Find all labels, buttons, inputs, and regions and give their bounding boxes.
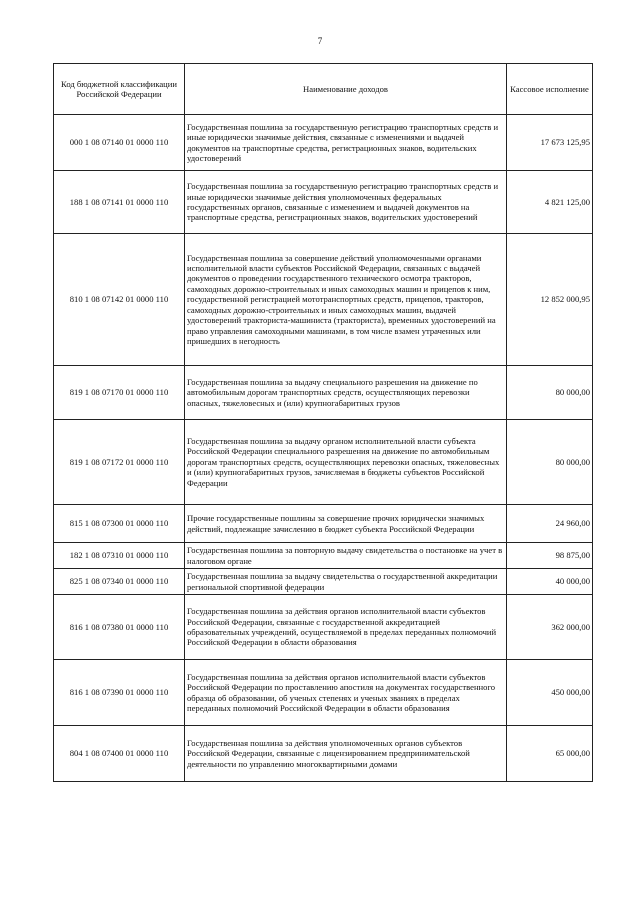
- row-amount: 80 000,00: [507, 420, 593, 505]
- row-amount: 65 000,00: [507, 726, 593, 782]
- table-row: [54, 171, 593, 234]
- row-name: Государственная пошлина за выдачу специального разрешения на движение по автомобильным дорогам транспортных средств, осуществляющих перевозки опасных, тяжеловесных и (или) крупногабаритных грузов: [185, 366, 507, 420]
- table-row: [54, 543, 593, 569]
- row-name: Прочие государственные пошлины за совершение прочих юридически значимых действий, подлежащие зачислению в бюджет субъекта Российской Федерации: [185, 505, 507, 543]
- row-amount: 17 673 125,95: [507, 115, 593, 171]
- row-name: Государственная пошлина за государственную регистрацию транспортных средств и иные юридически значимые действия, связанные с изменениями и выдачей документов на транспортные средства, регистрационных знаков, водительских удостоверений: [185, 115, 507, 171]
- row-code: 825 1 08 07340 01 0000 110: [54, 569, 185, 595]
- table-row: [54, 366, 593, 420]
- table-row: [54, 505, 593, 543]
- row-amount: 12 852 000,95: [507, 234, 593, 366]
- table-row: [54, 595, 593, 660]
- row-amount: 362 000,00: [507, 595, 593, 660]
- row-code: 819 1 08 07172 01 0000 110: [54, 420, 185, 505]
- table-header-row: [54, 64, 593, 115]
- table-row: [54, 726, 593, 782]
- row-amount: 40 000,00: [507, 569, 593, 595]
- row-code: 188 1 08 07141 01 0000 110: [54, 171, 185, 234]
- row-amount: 450 000,00: [507, 660, 593, 726]
- header-code: Код бюджетной классификации Российской Федерации: [54, 64, 185, 115]
- row-name: Государственная пошлина за действия органов исполнительной власти субъектов Российской Федерации по проставлению апостиля на документах государственного образца об образовании, об ученых степенях и ученых званиях в пределах переданных полномочий Российской Федерации в области образования: [185, 660, 507, 726]
- revenue-table: [53, 63, 593, 782]
- table-row: [54, 569, 593, 595]
- row-code: 000 1 08 07140 01 0000 110: [54, 115, 185, 171]
- row-name: Государственная пошлина за действия органов исполнительной власти субъектов Российской Федерации, связанные с государственной аккредитацией образовательных учреждений, осуществляемой в пределах переданных полномочий Российской Федерации в области образования: [185, 595, 507, 660]
- row-amount: 4 821 125,00: [507, 171, 593, 234]
- row-amount: 80 000,00: [507, 366, 593, 420]
- header-name: Наименование доходов: [185, 64, 507, 115]
- row-code: 816 1 08 07390 01 0000 110: [54, 660, 185, 726]
- table-row: [54, 660, 593, 726]
- row-name: Государственная пошлина за повторную выдачу свидетельства о постановке на учет в налоговом органе: [185, 543, 507, 569]
- table-row: [54, 420, 593, 505]
- row-name: Государственная пошлина за действия уполномоченных органов субъектов Российской Федерации, связанные с лицензированием предпринимательской деятельности по управлению многоквартирными домами: [185, 726, 507, 782]
- row-code: 819 1 08 07170 01 0000 110: [54, 366, 185, 420]
- table-row: [54, 115, 593, 171]
- row-code: 804 1 08 07400 01 0000 110: [54, 726, 185, 782]
- row-code: 182 1 08 07310 01 0000 110: [54, 543, 185, 569]
- row-name: Государственная пошлина за совершение действий уполномоченными органами исполнительной власти субъектов Российской Федерации, связанных с выдачей документов о проведении государственного технического осмотра тракторов, самоходных дорожно-строительных и иных самоходных машин и прицепов к ним, государственной регистрацией мототранспортных средств, прицепов, тракторов, самоходных дорожно-строительных и иных самоходных машин, выдачей удостоверений тракториста-машиниста (тракториста), временных удостоверений на право управления самоходными машинами, в том числе взамен утраченных или пришедших в негодность: [185, 234, 507, 366]
- row-code: 815 1 08 07300 01 0000 110: [54, 505, 185, 543]
- row-amount: 98 875,00: [507, 543, 593, 569]
- header-amount: Кассовое исполнение: [507, 64, 593, 115]
- row-code: 810 1 08 07142 01 0000 110: [54, 234, 185, 366]
- row-name: Государственная пошлина за выдачу органом исполнительной власти субъекта Российской Федерации специального разрешения на движение по автомобильным дорогам транспортных средств, осуществляющих перевозки опасных, тяжеловесных и (или) крупногабаритных грузов, зачисляемая в бюджеты субъектов Российской Федерации: [185, 420, 507, 505]
- row-amount: 24 960,00: [507, 505, 593, 543]
- row-name: Государственная пошлина за выдачу свидетельства о государственной аккредитации региональной спортивной федерации: [185, 569, 507, 595]
- row-code: 816 1 08 07380 01 0000 110: [54, 595, 185, 660]
- row-name: Государственная пошлина за государственную регистрацию транспортных средств и иные юридически значимые действия уполномоченных федеральных государственных органов, связанные с изменением и выдачей документов на транспортные средства, регистрационных знаков, водительских удостоверений: [185, 171, 507, 234]
- table-row: [54, 234, 593, 366]
- page-number: 7: [317, 36, 323, 46]
